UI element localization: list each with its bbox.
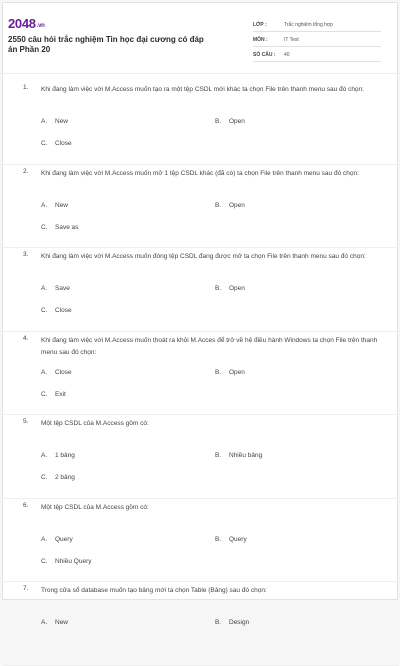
answer-option-b[interactable] [215,452,262,459]
option-letter: B. [215,452,222,459]
question-item [3,81,399,165]
question-text: Trong cửa sổ database muốn tạo bảng mới ta chọn Table (Bảng) sau đó chọn: [41,587,267,594]
option-text: Open [229,285,245,292]
meta-label: SỐ CÂU : [253,51,276,58]
question-item [3,499,399,583]
answer-option-a[interactable] [41,452,75,459]
option-text: Open [229,118,245,125]
option-letter: B. [215,535,222,543]
answer-option-a[interactable] [41,202,68,209]
meta-label: LỚP : [253,21,267,28]
option-letter: C. [41,307,48,314]
option-letter: A. [41,452,48,459]
document-page [2,2,398,626]
option-letter: B. [215,285,222,292]
answer-option-a[interactable] [41,619,68,626]
answer-option-a[interactable] [41,285,70,292]
option-text: 2 bảng [55,474,75,481]
meta-row-class [253,18,381,32]
option-text: Save as [55,223,79,231]
option-letter: A. [41,535,48,543]
answer-option-b[interactable] [215,118,245,125]
option-letter: A. [41,619,48,626]
option-letter: B. [215,619,222,626]
question-item [3,332,399,416]
option-text: Query [55,535,73,543]
header-divider [3,73,399,74]
question-number: 6. [23,501,29,509]
option-letter: C. [41,223,48,231]
answer-option-c[interactable] [41,474,75,481]
answer-option-b[interactable] [215,536,247,543]
logo-suffix: .vn [36,23,45,29]
answer-option-c[interactable] [41,391,66,398]
option-text: Nhiều bảng [229,452,263,459]
question-number: 3. [23,251,29,258]
answer-option-c[interactable] [41,558,92,565]
option-text: Query [229,535,247,543]
question-number: 7. [23,585,29,592]
option-letter: A. [41,201,48,209]
option-letter: A. [41,118,48,125]
answer-option-b[interactable] [215,619,249,626]
question-item [3,165,399,249]
meta-label: MÔN : [253,36,268,43]
meta-row-subject [253,33,381,47]
option-letter: C. [41,390,48,398]
meta-row-question-count [253,48,381,62]
question-text: Một tệp CSDL của M.Access gồm có: [41,503,149,511]
question-text: Khi đang làm việc với M.Access muốn đóng tệp CSDL đang được mở ta chọn File trên thanh menu sau đó chọn: [41,253,366,260]
answer-option-c[interactable] [41,224,79,231]
answer-option-b[interactable] [215,285,245,292]
option-text: Open [229,201,245,209]
option-letter: B. [215,368,222,376]
option-text: Close [55,368,72,376]
option-letter: B. [215,118,222,125]
question-number: 5. [23,418,29,425]
document-meta [253,18,381,63]
option-letter: B. [215,201,222,209]
meta-value: 40 [284,51,290,58]
answer-option-c[interactable] [41,307,72,314]
answer-option-b[interactable] [215,369,245,376]
option-text: Open [229,368,245,376]
document-header [3,3,399,65]
answer-option-b[interactable] [215,202,245,209]
option-letter: C. [41,474,48,481]
question-number: 4. [23,334,29,342]
answer-option-a[interactable] [41,369,72,376]
option-text: New [55,619,69,626]
question-number: 1. [23,84,29,91]
answer-option-a[interactable] [41,118,68,125]
question-list [3,81,399,666]
question-text: Khi đang làm việc với M.Access muốn tạo ra một tệp CSDL mới khác ta chọn File trên thanh menu sau đó chọn: [41,86,364,93]
option-letter: A. [41,285,48,292]
question-item [3,582,399,666]
option-text: Nhiều Query [55,557,92,565]
logo-text: 2048 [8,16,36,31]
option-letter: C. [41,557,48,565]
answer-option-c[interactable] [41,140,72,147]
option-text: New [55,201,69,209]
option-text: New [55,118,69,125]
answer-option-a[interactable] [41,536,73,543]
option-text: Save [55,285,70,292]
question-text: Khi đang làm việc với M.Access muốn thoát ra khỏi M.Acces để trở về hệ điều hành Windows ta chọn File trên thanh menu sau đó chọn: [41,336,378,356]
option-letter: A. [41,368,48,376]
question-number: 2. [23,167,29,175]
option-text: Close [55,140,72,147]
meta-value: Trắc nghiệm tổng hợp [284,21,333,28]
document-title: 2550 câu hỏi trắc nghiệm Tin học đại cương có đáp án Phần 20 [8,35,204,54]
option-letter: C. [41,140,48,147]
site-logo[interactable] [8,16,45,31]
option-text: Design [229,619,250,626]
question-item [3,415,399,499]
question-text: Một tệp CSDL của M.Access gồm có: [41,420,149,427]
option-text: Close [55,307,72,314]
meta-value: IT Test [284,36,299,43]
option-text: 1 bảng [55,452,75,459]
question-item [3,248,399,332]
option-text: Exit [55,390,66,398]
question-text: Khi đang làm việc với M.Access muốn mở 1 tệp CSDL khác (đã có) ta chọn File trên thanh menu sau đó chọn: [41,169,359,177]
